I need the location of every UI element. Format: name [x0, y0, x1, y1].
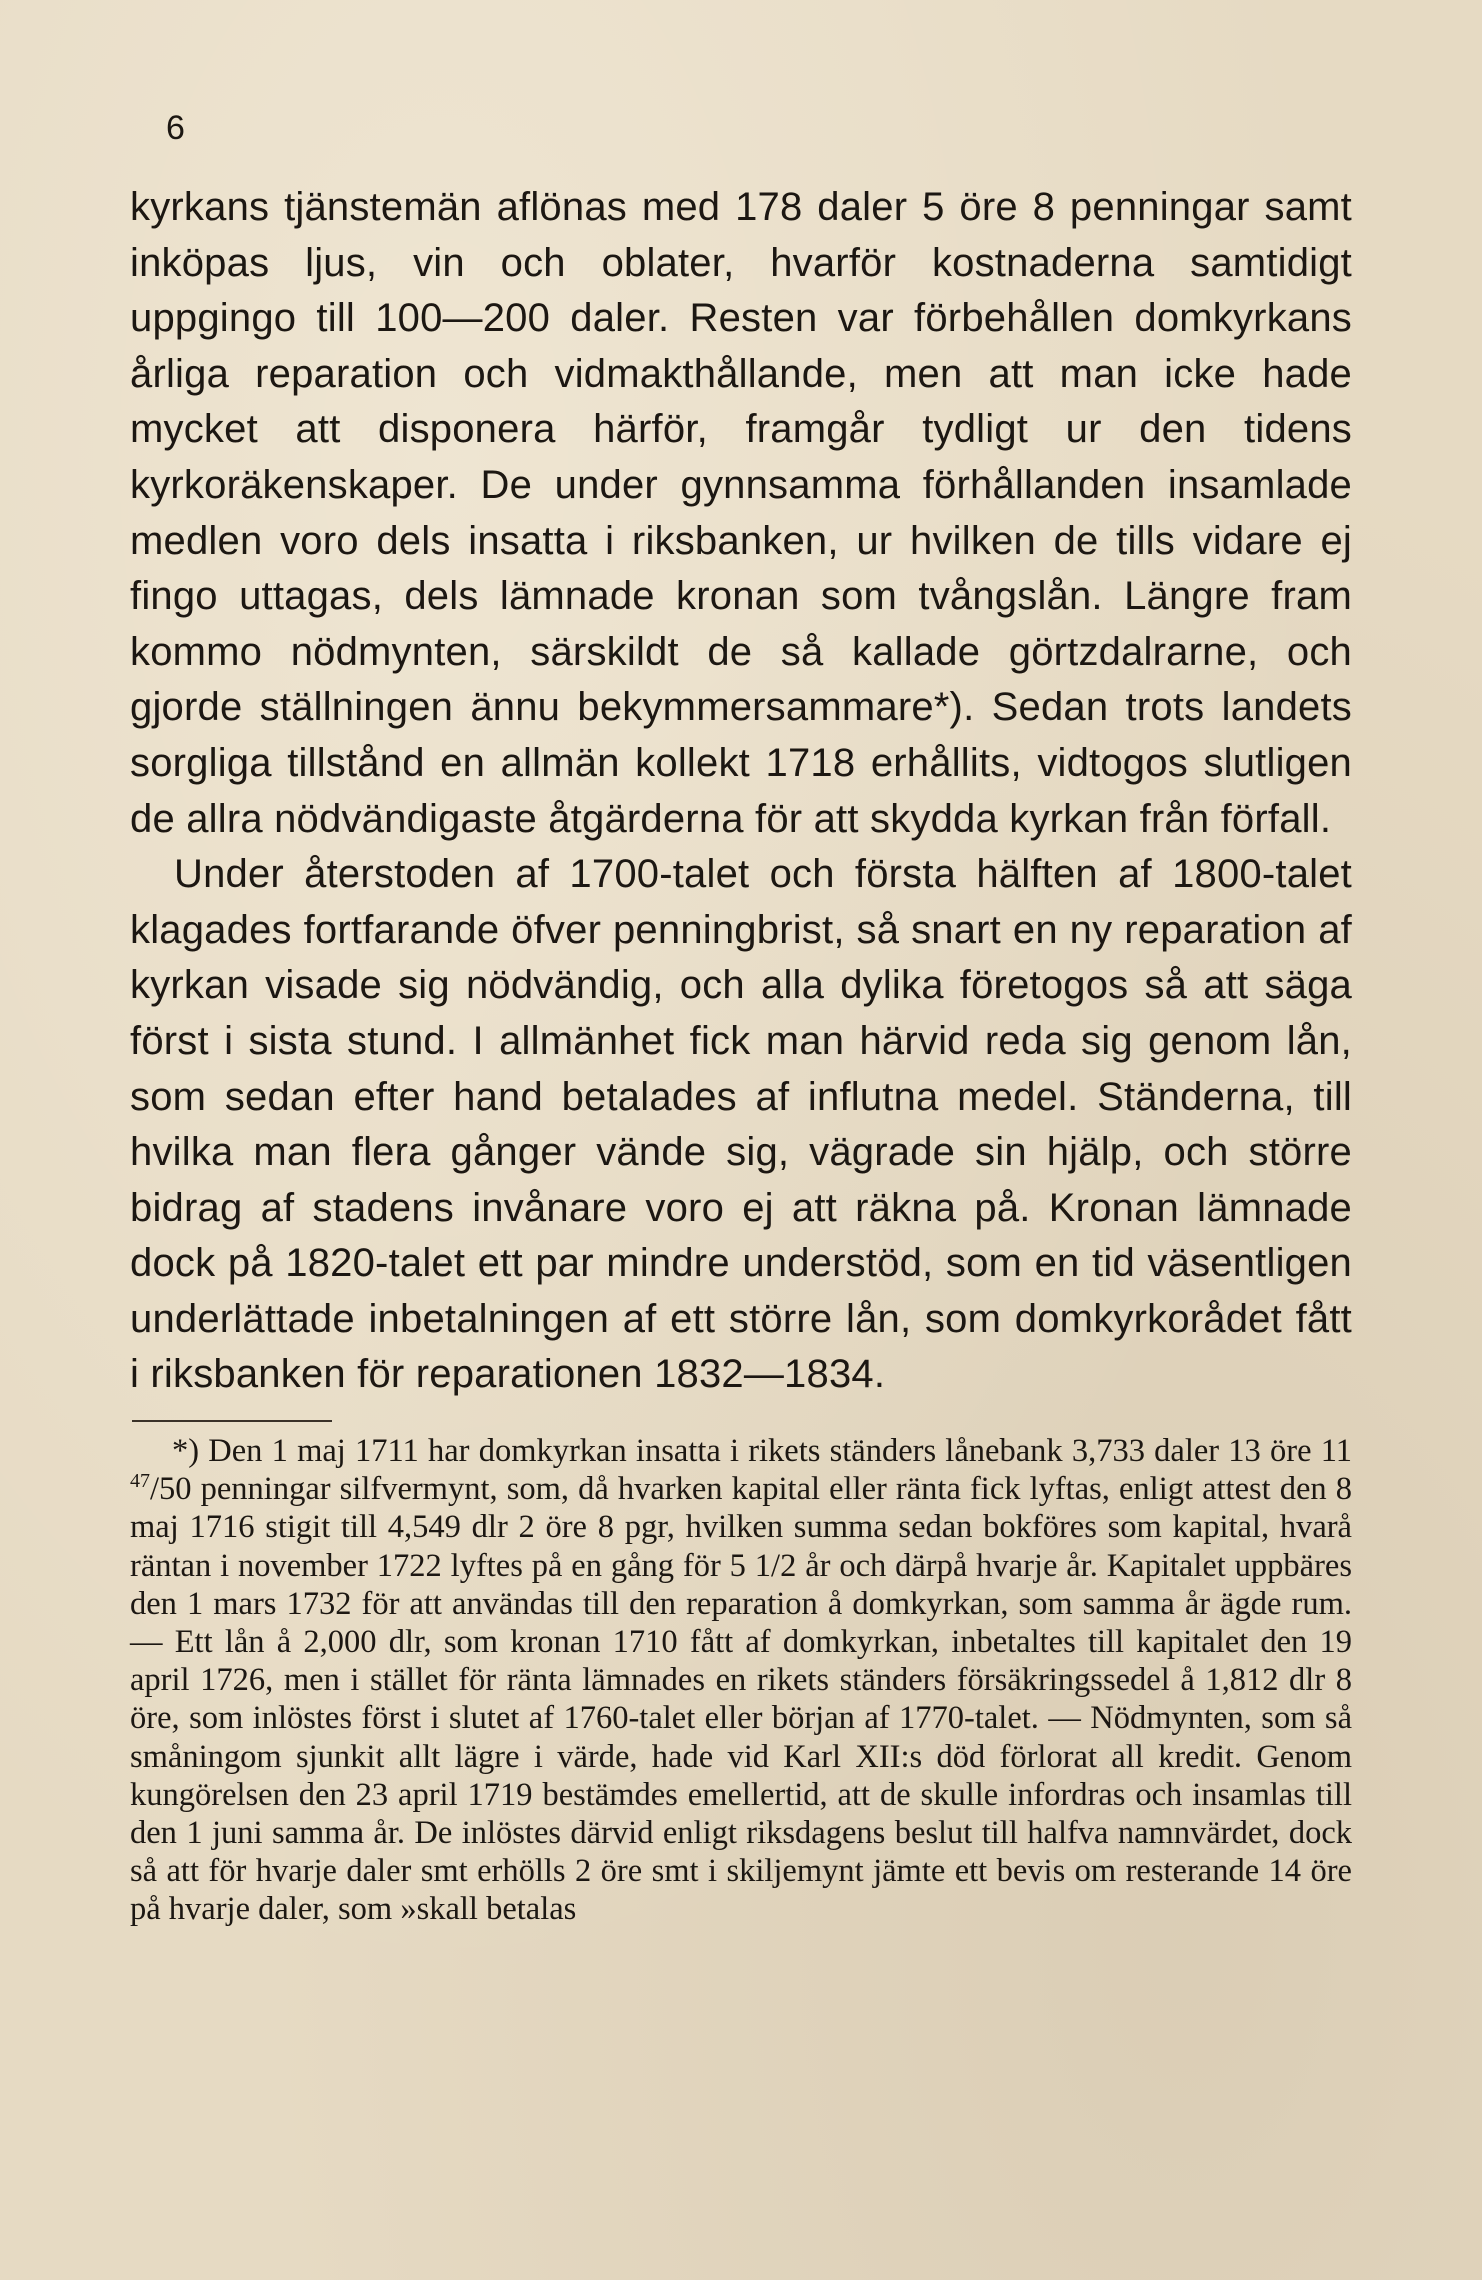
footnote-separator: [132, 1420, 332, 1422]
footnote-text-part-3: år och därpå hvarje år. Kapitalet uppbäres den 1 mars 1732 för att användas till den reparation å domkyrkan, som samma år ägde rum. — Ett lån å 2,000 dlr, som kronan 1710 fått af domkyrkan, inbetaltes till kapitalet den 19 april 1726, men i stället för ränta lämnades en rikets ständers försäkringssedel å 1,812 dlr 8 öre, som inlöstes först i slutet af 1760-talet eller början af 1770-talet. — Nödmynten, som så småningom sjunkit allt lägre i värde, hade vid Karl XII:s död förlorat all kredit. Genom kungörelsen den 23 april 1719 bestämdes emellertid, att de skulle infordras och insamlas till den 1 juni samma år. De inlöstes därvid enligt riksdagens beslut till halfva namnvärdet, dock så att för hvarje daler smt erhölls 2 öre smt i skiljemynt jämte ett bevis om resterande 14 öre på hvarje daler, som »skall betalas: [130, 1547, 1353, 1928]
fraction-denominator: /50: [150, 1471, 192, 1508]
page-number: 6: [166, 109, 185, 147]
footnote-text-part-1: Den 1 maj 1711 har domkyrkan insatta i rikets ständers lånebank 3,733 daler 13 öre 11: [208, 1433, 1352, 1469]
footnote-text-part-2: penningar silfvermynt, som, då hvarken kapital eller ränta fick lyftas, enligt attest den 8 maj 1716 stigit till 4,549 dlr 2 öre 8 pgr, hvilken summa sedan bokföres som kapital, hvarå räntan i november 1722 lyftes på en gång för 5: [130, 1471, 1353, 1584]
half-fraction: 1/2: [754, 1547, 797, 1584]
body-text: [130, 180, 1352, 1403]
footnote: [130, 1432, 1352, 1929]
fraction-numerator: 47: [130, 1470, 150, 1493]
footnote-marker: *): [172, 1433, 200, 1469]
paragraph-2: Under återstoden af 1700-talet och första hälften af 1800-talet klagades fortfarande öfver penningbrist, så snart en ny reparation af kyrkan visade sig nödvändig, och alla dylika företogos så att säga först i sista stund. I allmänhet fick man härvid reda sig genom lån, som sedan efter hand betalades af influtna medel. Ständerna, till hvilka man flera gånger vände sig, vägrade sin hjälp, och större bidrag af stadens invånare voro ej att räkna på. Kronan lämnade dock på 1820-talet ett par mindre understöd, som en tid väsentligen underlättade inbetalningen af ett större lån, som domkyrkorådet fått i riksbanken för reparationen 1832—1834.: [130, 852, 1352, 1397]
paragraph-1: kyrkans tjänstemän aflönas med 178 daler 5 öre 8 penningar samt inköpas ljus, vin och oblater, hvarför kostnaderna samtidigt uppgingo till 100—200 daler. Resten var förbehållen domkyrkans årliga reparation och vidmakthållande, men att man icke hade mycket att disponera härför, framgår tydligt ur den tidens kyrkoräkenskaper. De under gynnsamma förhållanden insamlade medlen voro dels insatta i riksbanken, ur hvilken de tills vidare ej fingo uttagas, dels lämnade kronan som tvångslån. Längre fram kommo nödmynten, särskildt de så kallade görtzdalrarne, och gjorde ställningen ännu bekymmersammare*). Sedan trots landets sorgliga tillstånd en allmän kollekt 1718 erhållits, vidtogos slutligen de allra nödvändigaste åtgärderna för att skydda kyrkan från förfall.: [130, 185, 1352, 841]
